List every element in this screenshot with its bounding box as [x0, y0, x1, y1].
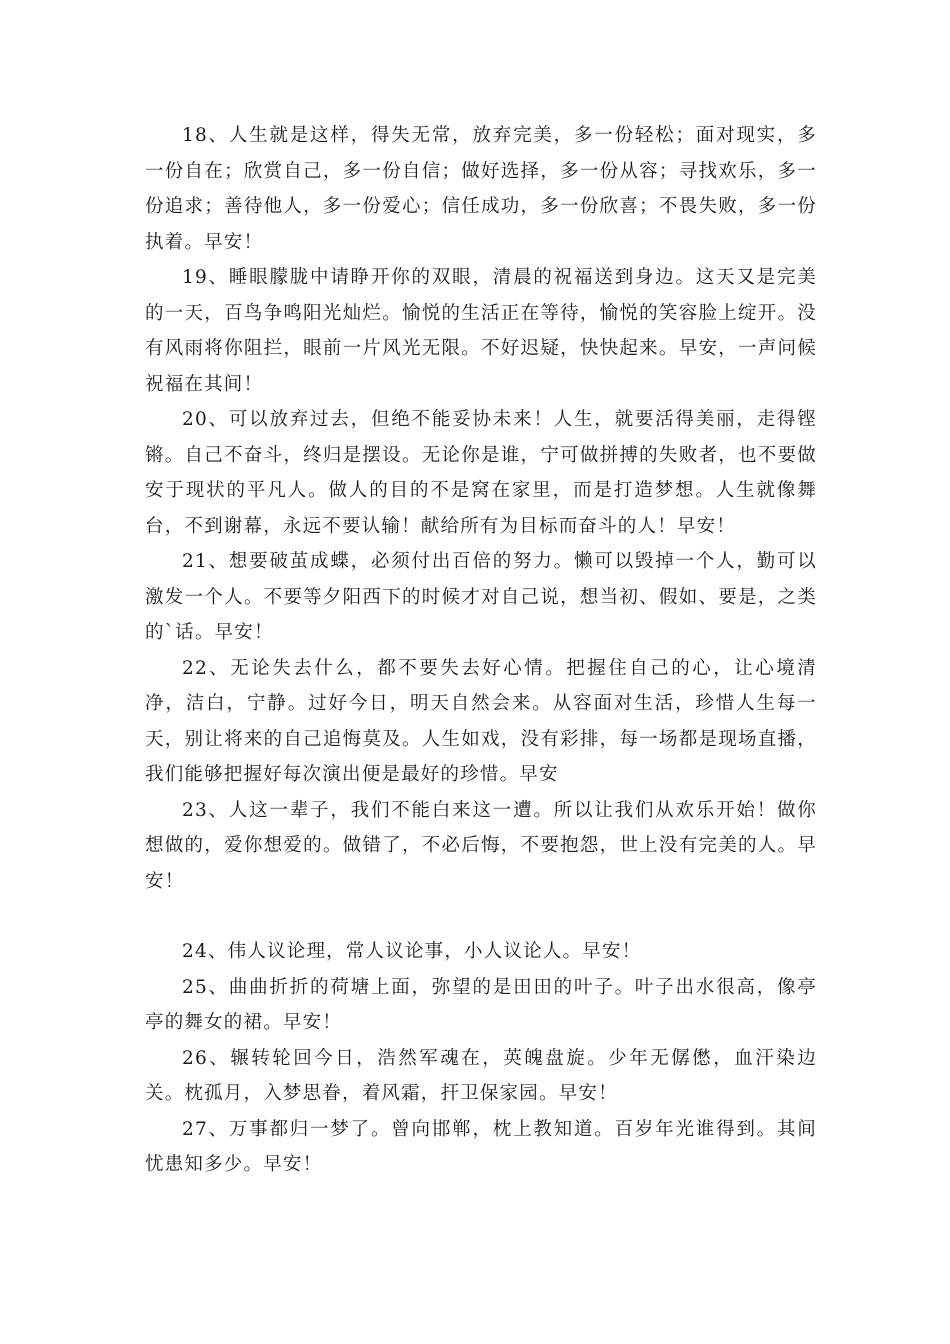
- paragraph-25: 25、曲曲折折的荷塘上面，弥望的是田田的叶子。叶子出水很高，像亭亭的舞女的裙。早安！: [145, 976, 817, 1033]
- paragraph-18: 18、人生就是这样，得失无常，放弃完美，多一份轻松；面对现实，多一份自在；欣赏自己，多一份自信；做好选择，多一份从容；寻找欢乐，多一份追求；善待他人，多一份爱心；信任成功，多一份欣喜；不畏失败，多一份执着。早安！: [145, 125, 817, 253]
- paragraph-22: 22、无论失去什么，都不要失去好心情。把握住自己的心，让心境清净，洁白，宁静。过好今日，明天自然会来。从容面对生活，珍惜人生每一天，别让将来的自己追悔莫及。人生如戏，没有彩排，每一场都是现场直播，我们能够把握好每次演出便是最好的珍惜。早安: [145, 657, 817, 785]
- paragraph-24: 24、伟人议论理，常人议论事，小人议论人。早安！: [182, 941, 642, 962]
- document-body: [145, 118, 817, 1183]
- paragraph-26: 26、辗转轮回今日，浩然军魂在，英魄盘旋。少年无僝僽，血汗染边关。枕孤月，入梦思眷，着风霜，扞卫保家园。早安！: [145, 1047, 817, 1104]
- paragraph-20: 20、可以放弃过去，但绝不能妥协未来！人生，就要活得美丽，走得铿锵。自己不奋斗，终归是摆设。无论你是谁，宁可做拼搏的失败者，也不要做安于现状的平凡人。做人的目的不是窝在家里，而是打造梦想。人生就像舞台，不到谢幕，永远不要认输！献给所有为目标而奋斗的人！早安！: [145, 409, 817, 537]
- paragraph-19: 19、睡眼朦胧中请睁开你的双眼，清晨的祝福送到身边。这天又是完美的一天，百鸟争鸣阳光灿烂。愉悦的生活正在等待，愉悦的笑容脸上绽开。没有风雨将你阻拦，眼前一片风光无限。不好迟疑，快快起来。早安，一声问候祝福在其间！: [145, 267, 817, 395]
- paragraph-21: 21、想要破茧成蝶，必须付出百倍的努力。懒可以毁掉一个人，勤可以激发一个人。不要等夕阳西下的时候才对自己说，想当初、假如、要是，之类的`话。早安！: [145, 551, 817, 643]
- paragraph-23: 23、人这一辈子，我们不能白来这一遭。所以让我们从欢乐开始！做你想做的，爱你想爱的。做错了，不必后悔，不要抱怨，世上没有完美的人。早安！: [145, 799, 817, 892]
- paragraph-27: 27、万事都归一梦了。曾向邯郸，枕上教知道。百岁年光谁得到。其间忧患知多少。早安！: [145, 1118, 817, 1175]
- paragraph-spacer: [145, 899, 817, 934]
